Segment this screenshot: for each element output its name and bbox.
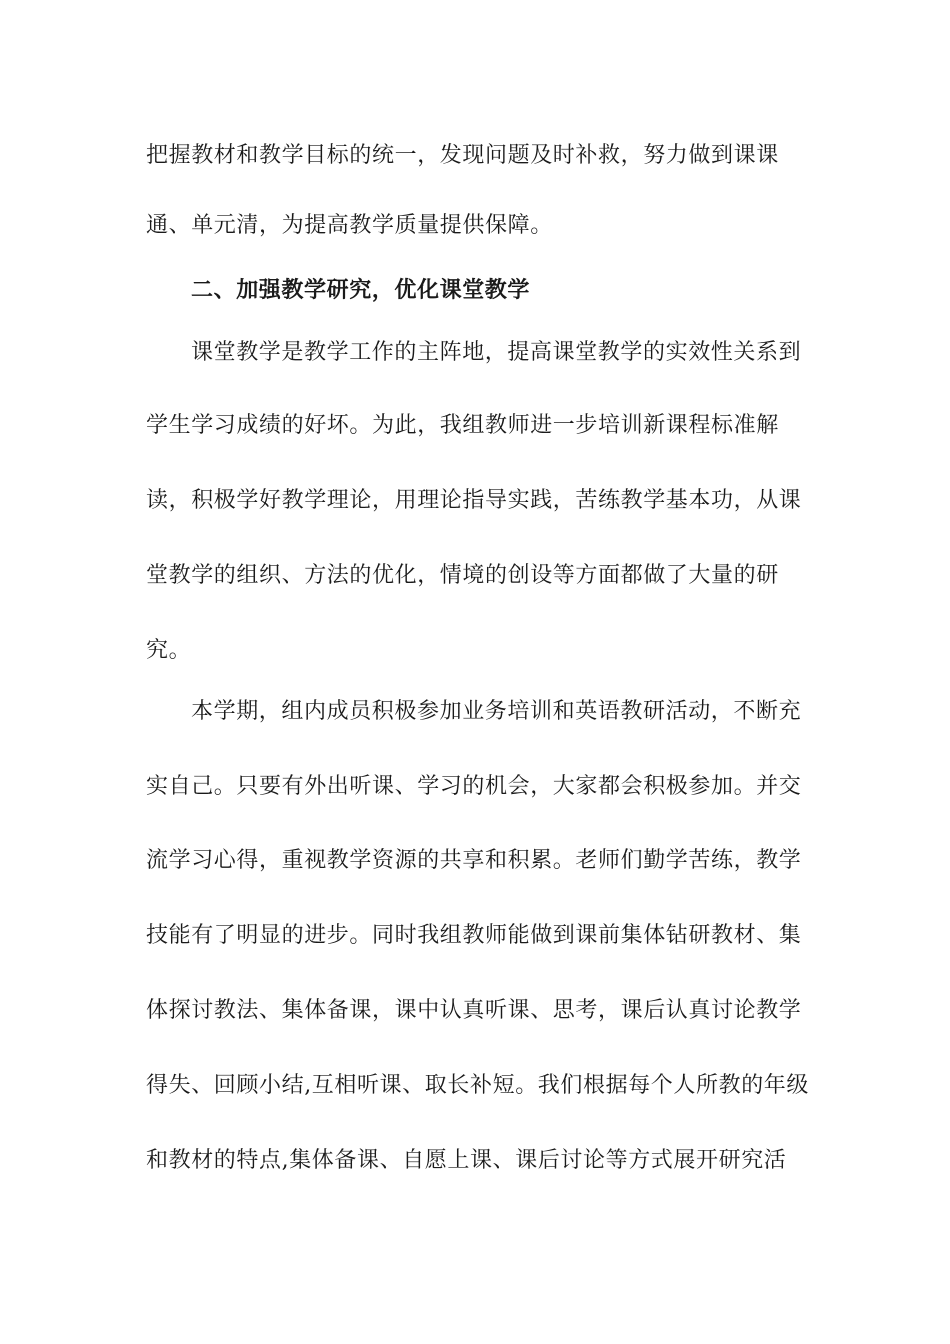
paragraph-line: 本学期，组内成员积极参加业务培训和英语教研活动，不断充 [191,699,802,724]
paragraph-line: 得失、回顾小结,互相听课、取长补短。我们根据每个人所教的年级 [146,1073,809,1098]
paragraph-line: 课堂教学是教学工作的主阵地，提高课堂教学的实效性关系到 [191,340,802,365]
paragraph-line: 堂教学的组织、方法的优化，情境的创设等方面都做了大量的研 [146,563,779,588]
paragraph-line: 读，积极学好教学理论，用理论指导实践，苦练教学基本功，从课 [146,488,802,513]
paragraph-line: 究。 [146,638,192,663]
paragraph-line: 和教材的特点,集体备课、自愿上课、课后讨论等方式展开研究活 [146,1148,787,1173]
paragraph-line: 通、单元清，为提高教学质量提供保障。 [146,213,553,238]
paragraph-line: 学生学习成绩的好坏。为此，我组教师进一步培训新课程标准解 [146,413,779,438]
paragraph-line: 流学习心得，重视教学资源的共享和积累。老师们勤学苦练，教学 [146,848,802,873]
paragraph-line: 实自己。只要有外出听课、学习的机会，大家都会积极参加。并交 [146,774,802,799]
paragraph-line: 把握教材和教学目标的统一，发现问题及时补救，努力做到课课 [146,143,779,168]
paragraph-line: 体探讨教法、集体备课，课中认真听课、思考，课后认真讨论教学 [146,998,802,1023]
paragraph-line: 技能有了明显的进步。同时我组教师能做到课前集体钻研教材、集 [146,923,802,948]
section-heading: 二、加强教学研究，优化课堂教学 [191,277,531,303]
